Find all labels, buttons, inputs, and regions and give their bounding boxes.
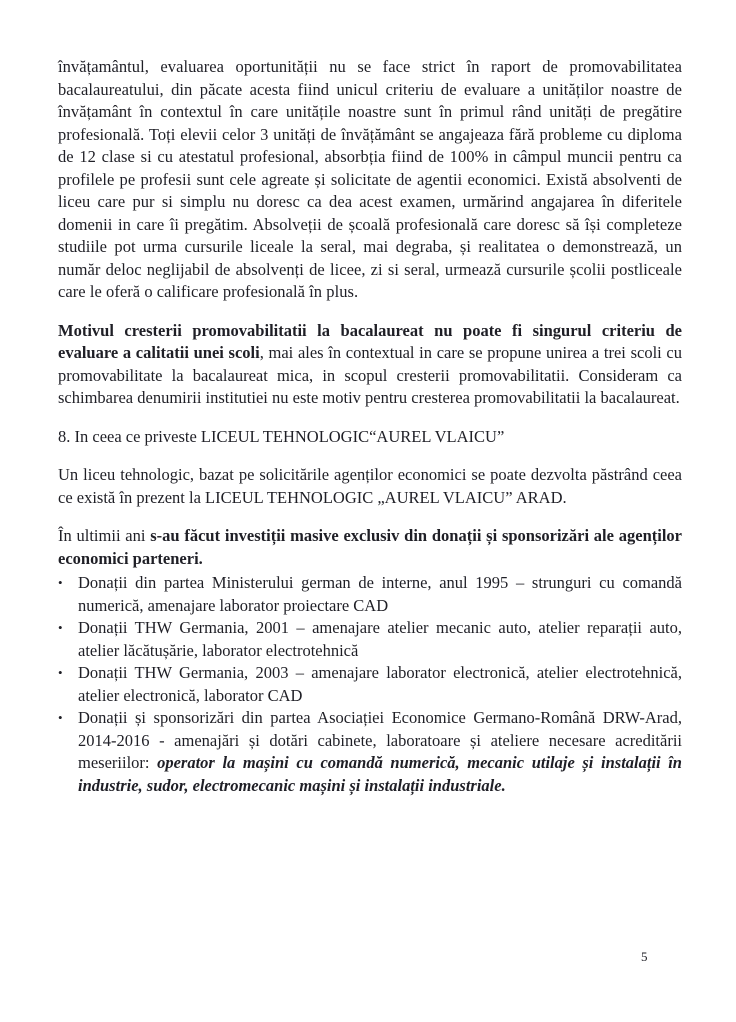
bullet-icon: • — [58, 620, 63, 635]
donations-list — [58, 572, 682, 797]
list-item — [58, 572, 682, 617]
page-number: 5 — [641, 949, 648, 964]
list-item-text: Donații THW Germania, 2001 – amenajare atelier mecanic auto, atelier reparații auto, atelier lăcătușărie, laborator electrotehnică — [78, 618, 682, 660]
bullet-icon: • — [58, 665, 63, 680]
list-item-text: Donații din partea Ministerului german de interne, anul 1995 – strunguri cu comandă numerică, amenajare laborator proiectare CAD — [78, 573, 682, 615]
investments-intro: În ultimii ani — [58, 526, 151, 545]
paragraph-investments — [58, 525, 682, 570]
section-heading-8: 8. In ceea ce priveste LICEUL TEHNOLOGIC“AUREL VLAICU” — [58, 426, 505, 446]
promovability-text: , mai ales în contextual in care se propune unirea a trei scoli cu promovabilitate la bacalaureat mica, in scopul cresterii promovabilitatii. Consideram ca schimbarea denumirii institutiei nu este motiv pentru cresterea promovabilitatii la bacalaureat. — [58, 343, 682, 407]
document-page — [58, 56, 682, 797]
list-item-text: Donații THW Germania, 2003 – amenajare laborator electronică, atelier electrotehnică, atelier electronică, laborator CAD — [78, 663, 682, 705]
list-item — [58, 707, 682, 797]
promovability-bold-text: Motivul cresterii promovabilitatii la bacalaureat nu poate fi singurul criteriu de evaluare a calitatii unei scoli — [58, 320, 682, 362]
paragraph-tech-high-school: Un liceu tehnologic, bazat pe solicitările agenților economici se poate dezvolta păstrând ceea ce există în prezent la LICEUL TEHNOLOGIC „AUREL VLAICU” ARAD. — [58, 465, 682, 507]
paragraph-evaluation: învățamântul, evaluarea oportunității nu se face strict în raport de promovabilitatea bacalaureatului, din păcate acesta fiind unicul criteriu de evaluare a unităților noastre de învățamânt în contextul în care unitățile noastre sunt în primul rând unități de pregătire profesională. Toți elevii celor 3 unități de învățământ se angajeaza fără probleme cu diploma de 12 clase si cu atestatul profesional, absorbția fiind de 100% in câmpul muncii pentru ca profilele pe profesii sunt cele agreate și solicitate de agentii economici. Există absolventi de liceu care pur si simplu nu doresc ca dea acest examen, urmărind angajarea în diferitele domenii in care îi pregătim. Absolveții de școală profesională care doresc să își completeze studiile pot urma cursurile liceale la seral, mai degraba, și realitatea o demonstrează, un număr deloc neglijabil de absolvenți de licee, zi si seral, urmează cursurile școlii postliceale care le oferă o calificare profesională în plus. — [58, 57, 682, 301]
investments-bold-text: s-au făcut investiții masive exclusiv din donații și sponsorizări ale agenților economici parteneri. — [58, 526, 682, 568]
list-item — [58, 662, 682, 707]
paragraph-promovability — [58, 320, 682, 410]
bullet-icon: • — [58, 575, 63, 590]
list-item-text: Donații și sponsorizări din partea Asociației Economice Germano-Română DRW-Arad, 2014-2016 - amenajări și dotări cabinete, laboratoare și ateliere necesare acreditării meseriilor: — [78, 708, 682, 772]
bullet-icon: • — [58, 710, 63, 725]
list-item-bold-italic-text: operator la mașini cu comandă numerică, mecanic utilaje și instalații în industrie, sudor, electromecanic mașini și instalații industriale. — [78, 753, 682, 795]
list-item — [58, 617, 682, 662]
